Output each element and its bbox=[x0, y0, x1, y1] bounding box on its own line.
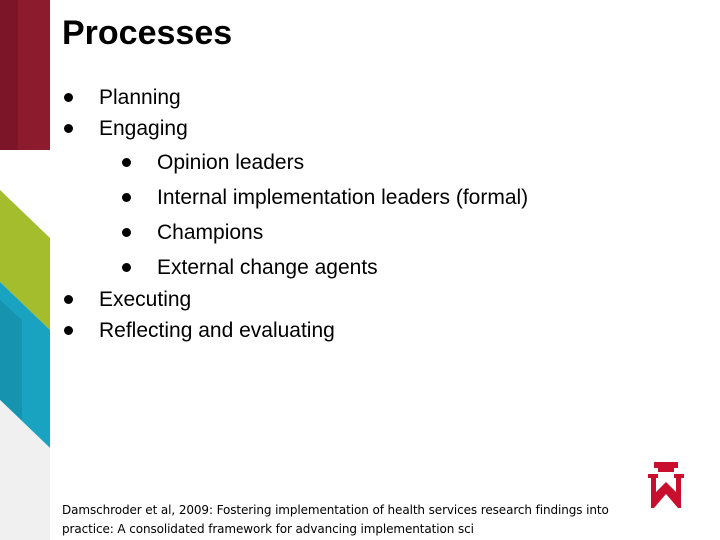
bullet-text: Internal implementation leaders (formal) bbox=[157, 186, 529, 209]
bullet-dot-icon bbox=[64, 326, 73, 335]
bullet-dot-icon bbox=[64, 124, 73, 133]
bullet-dot-icon bbox=[64, 295, 73, 304]
slide-title: Processes bbox=[62, 14, 233, 52]
bullet-text: Executing bbox=[99, 288, 192, 311]
bullet-dot-icon bbox=[64, 93, 73, 102]
bullet-text: Champions bbox=[157, 221, 264, 244]
bullet-dot-icon bbox=[122, 193, 131, 202]
bullet-text: Planning bbox=[99, 86, 181, 109]
citation bbox=[62, 501, 682, 539]
bullet-text: External change agents bbox=[157, 256, 378, 279]
bullet-text: Opinion leaders bbox=[157, 151, 305, 174]
bullet-dot-icon bbox=[122, 263, 131, 272]
citation-line-1: Damschroder et al, 2009: Fostering implementation of health services research findings into bbox=[62, 503, 609, 517]
citation-line-2: practice: A consolidated framework for advancing implementation sci bbox=[62, 522, 474, 536]
bullet-text: Engaging bbox=[99, 117, 188, 140]
bullet-dot-icon bbox=[122, 158, 131, 167]
bullet-dot-icon bbox=[122, 228, 131, 237]
bullet-text: Reflecting and evaluating bbox=[99, 319, 335, 342]
